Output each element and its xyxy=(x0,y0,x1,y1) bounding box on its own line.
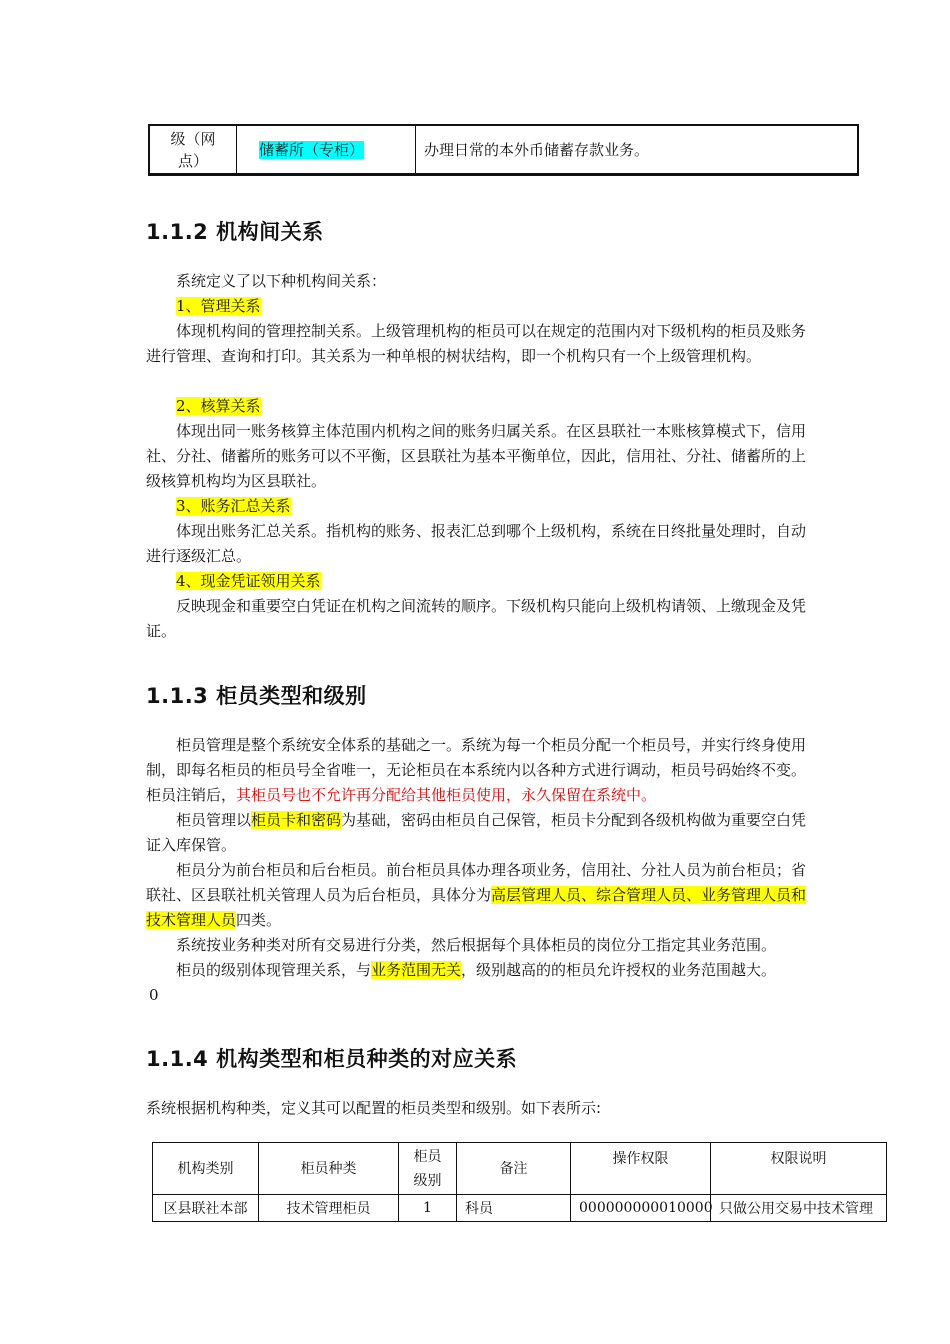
org-cell xyxy=(237,125,416,175)
s112-intro: 系统定义了以下种机构间关系： xyxy=(176,272,387,290)
s113-p3: 柜员分为前台柜员和后台柜员。前台柜员具体办理各项业务，信用社、分社人员为前台柜员；省联社、区县联社机关管理人员为后台柜员，具体分为高层管理人员、综合管理人员、业务管理人员和技术管理人员四类。 xyxy=(146,861,807,929)
s114-intro: 系统根据机构种类，定义其可以配置的柜员类型和级别。如下表所示: xyxy=(146,1099,602,1117)
s113-p1: 柜员管理是整个系统安全体系的基础之一。系统为每一个柜员分配一个柜员号，并实行终身使用制，即每名柜员的柜员号全省唯一，无论柜员在本系统内以各种方式进行调动，柜员号码始终不变。柜员注销后，其柜员号也不允许再分配给其他柜员使用，永久保留在系统中。 xyxy=(146,736,807,804)
cell-permission: 000000000010000 xyxy=(571,1195,711,1222)
cell-teller-level: 1 xyxy=(399,1195,457,1222)
s112-item2-text: 体现出同一账务核算主体范围内机构之间的账务归属关系。在区县联社一本账核算模式下，信用社、分社、储蓄所的账务可以不平衡，区县联社为基本平衡单位，因此，信用社、分社、储蓄所的上级核算机构均为区县联社。 xyxy=(146,422,807,490)
section-heading-1-1-2: 1.1.2 机构间关系 xyxy=(146,220,324,244)
level-cell xyxy=(149,125,237,175)
s113-p4: 系统按业务种类对所有交易进行分类，然后根据每个具体柜员的岗位分工指定其业务范围。 xyxy=(176,936,777,954)
col-header-permission: 操作权限 xyxy=(571,1143,711,1195)
col-header-teller-level: 柜员级别 xyxy=(399,1143,457,1195)
col-header-remark: 备注 xyxy=(457,1143,571,1195)
s112-item2-title: 2、核算关系 xyxy=(176,397,261,415)
institution-level-table xyxy=(148,124,859,176)
s112-item1-text: 体现机构间的管理控制关系。上级管理机构的柜员可以在规定的范围内对下级机构的柜员及账务进行管理、查询和打印。其关系为一种单根的树状结构，即一个机构只有一个上级管理机构。 xyxy=(146,322,807,365)
cell-org-type: 区县联社本部 xyxy=(153,1195,259,1222)
level-line-1: 级（网 xyxy=(170,129,216,148)
table-row xyxy=(149,125,858,175)
col-header-org-type: 机构类别 xyxy=(153,1143,259,1195)
desc-cell: 办理日常的本外币储蓄存款业务。 xyxy=(416,125,859,175)
cell-teller-type: 技术管理柜员 xyxy=(259,1195,399,1222)
s112-item1-title: 1、管理关系 xyxy=(176,297,261,315)
s112-item3-text: 体现出账务汇总关系。指机构的账务、报表汇总到哪个上级机构，系统在日终批量处理时，自动进行逐级汇总。 xyxy=(146,522,807,565)
level-line-2: 点） xyxy=(177,151,208,170)
cell-permission-desc: 只做公用交易中技术管理 xyxy=(711,1195,887,1222)
org-teller-mapping-table xyxy=(152,1142,887,1222)
section-heading-1-1-3: 1.1.3 柜员类型和级别 xyxy=(146,684,367,708)
cell-remark: 科员 xyxy=(457,1195,571,1222)
stray-zero: 0 xyxy=(149,986,159,1004)
col-header-permission-desc: 权限说明 xyxy=(711,1143,887,1195)
s113-p5: 柜员的级别体现管理关系，与业务范围无关，级别越高的的柜员允许授权的业务范围越大。 xyxy=(176,961,777,979)
s112-item3-title: 3、账务汇总关系 xyxy=(176,497,291,515)
s112-item4-text: 反映现金和重要空白凭证在机构之间流转的顺序。下级机构只能向上级机构请领、上缴现金及凭证。 xyxy=(146,597,807,640)
col-header-teller-type: 柜员种类 xyxy=(259,1143,399,1195)
s113-p2: 柜员管理以柜员卡和密码为基础，密码由柜员自己保管，柜员卡分配到各级机构做为重要空白凭证入库保管。 xyxy=(146,811,807,854)
table-header-row xyxy=(153,1143,887,1195)
s112-item4-title: 4、现金凭证领用关系 xyxy=(176,572,321,590)
org-name: 储蓄所（专柜） xyxy=(259,141,365,159)
section-heading-1-1-4: 1.1.4 机构类型和柜员种类的对应关系 xyxy=(146,1047,518,1071)
table-row xyxy=(153,1195,887,1222)
